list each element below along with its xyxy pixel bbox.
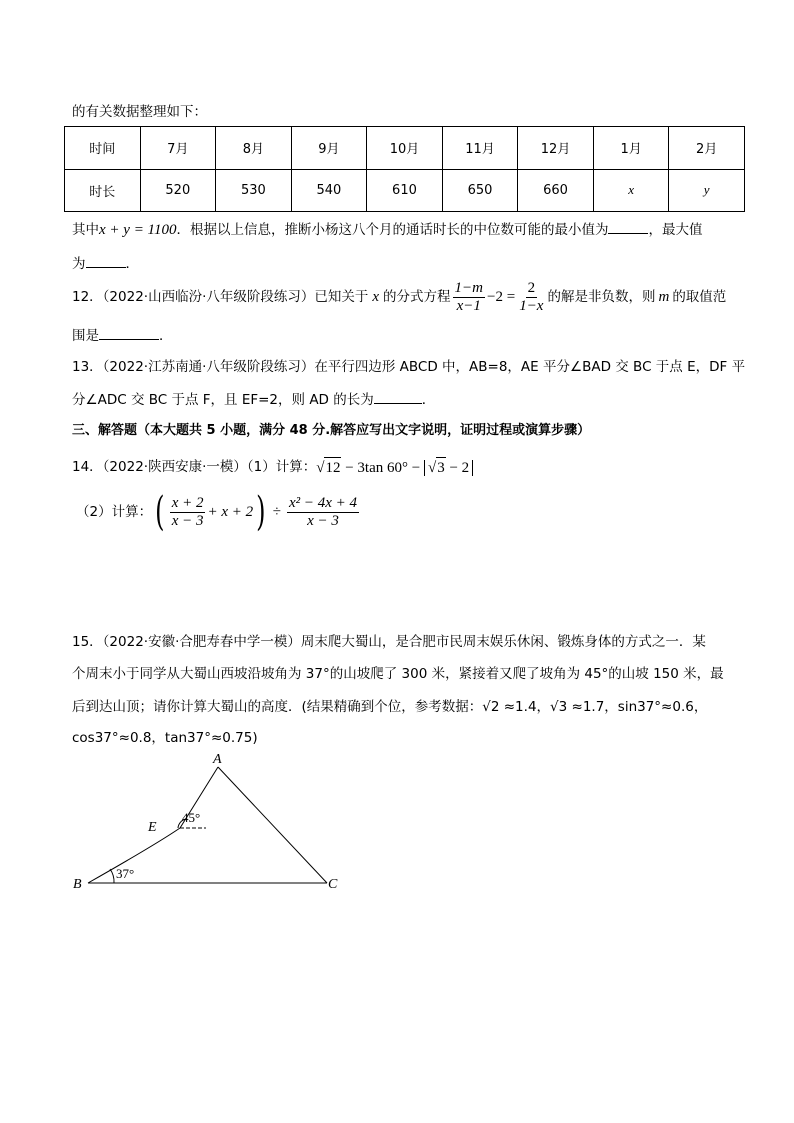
table-cell: 10月 [367,127,443,170]
table-cell: 7月 [140,127,216,170]
table-header-row [65,127,745,170]
table-row [65,169,745,212]
answer-blank[interactable] [86,253,126,268]
q12-line1 [72,278,726,316]
q14-line1 [72,455,473,479]
q13-line2-prefix: 分∠ADC 交 BC 于点 F，且 EF=2，则 AD 的长为 [72,392,374,408]
q14-plus-term: + x + 2 [207,504,254,520]
table-cell: y [669,169,745,212]
q14-label: 14．（2022·陕西安康·一模）（1）计算： [72,459,317,475]
q11-middle: ．根据以上信息，推断小杨这八个月的通话时长的中位数可能的最小值为 [176,222,609,238]
answer-blank[interactable] [608,219,648,234]
table-cell: 610 [367,169,443,212]
q12-minus2: −2 = [487,289,516,305]
q14-fraction-1 [170,495,206,530]
table-cell: 650 [442,169,518,212]
q11-prefix: 其中 [72,222,99,238]
answer-blank[interactable] [99,325,159,340]
fraction-denominator: 1−x [519,297,544,314]
q12-text2: 的分式方程 [383,289,451,305]
fraction-numerator: 1−m [454,279,484,296]
table-cell: 9月 [291,127,367,170]
label-a: A [213,752,222,767]
q12-var-x: x [372,289,380,305]
q12-var-m: m [658,289,670,305]
table-cell: 520 [140,169,216,212]
q14-part2-label: （2）计算： [76,504,153,520]
q14-line2 [76,490,361,534]
fraction-numerator: 2 [527,279,536,296]
q13-line2 [72,389,435,410]
answer-blank[interactable] [374,389,422,404]
q13-end: ． [421,392,436,408]
sqrt-radicand: 3 [436,457,446,478]
intro-text: 的有关数据整理如下： [72,104,207,120]
left-paren: ( [155,489,165,535]
q14-expr1: √12 − 3tan 60° − √3 − 2 [316,457,473,478]
table-cell: 540 [291,169,367,212]
data-table [64,126,745,212]
q12-line2 [72,325,173,346]
table-cell: 530 [216,169,292,212]
q15-line4: cos37°≈0.8，tan37°≈0.75) [72,730,258,746]
fraction-numerator: x + 2 [171,494,204,511]
q11-condition: x + y = 1100 [99,222,177,238]
angle-45-label: 45° [182,810,201,825]
divide-sign: ÷ [272,504,281,520]
q15-line3: 后到达山顶；请你计算大蜀山的高度．(结果精确到个位，参考数据：√2 ≈1.4，√3 ≈1.7，sin37°≈0.6， [72,699,708,715]
q12-label: 12．（2022·山西临汾·八年级阶段练习）已知关于 [72,289,369,305]
label-e: E [148,820,157,835]
fraction-numerator: x² − 4x + 4 [288,494,358,511]
right-paren: ) [256,489,266,535]
q13-line1: 13．（2022·江苏南通·八年级阶段练习）在平行四边形 ABCD 中，AB=8，AE 平分∠BAD 交 BC 于点 E，DF 平 [72,359,746,375]
table-cell: 660 [518,169,594,212]
table-cell: 11月 [442,127,518,170]
table-cell: x [593,169,669,212]
q12-text4: 的取值范 [672,289,727,305]
table-cell: 8月 [216,127,292,170]
q11-after-blank: ，最大值 [648,222,703,238]
angle-arc-37 [110,869,114,883]
table-cell: 时长 [65,169,141,212]
q15-line1: 15．（2022·安徽·合肥寿春中学一模）周末爬大蜀山，是合肥市民周末娱乐休闲、锻炼身体的方式之一．某 [72,634,706,650]
q12-line2-text: 围是 [72,328,99,344]
sqrt-radicand: 12 [324,457,341,478]
q12-fraction-1 [453,280,485,315]
table-cell: 1月 [593,127,669,170]
expr-part: − 2 [445,459,470,476]
expr-part: − 3tan 60° − [341,459,424,476]
angle-37-label: 37° [116,866,135,881]
label-b: B [73,877,82,892]
table-cell: 12月 [518,127,594,170]
q15-line2: 个周末小于同学从大蜀山西坡沿坡角为 37°的山坡爬了 300 米，紧接着又爬了坡角为 45°的山坡 150 米，最 [72,666,724,682]
segment-ac [218,767,327,883]
q14-fraction-2 [287,495,359,530]
section-heading: 三、解答题（本大题共 5 小题，满分 48 分.解答应写出文字说明，证明过程或演算步骤） [72,423,591,438]
fraction-denominator: x−1 [456,297,481,314]
table-cell: 2月 [669,127,745,170]
q11-end: ． [125,256,139,272]
label-c: C [328,877,338,892]
q12-end: ． [159,328,173,344]
fraction-denominator: x − 3 [307,512,339,529]
q11-line1 [72,219,702,240]
q11-line2-prefix: 为 [72,256,86,272]
q12-fraction-2 [517,280,545,315]
table-cell: 时间 [65,127,141,170]
q11-line2 [72,253,139,274]
q12-text3: 的解是非负数，则 [547,289,656,305]
fraction-denominator: x − 3 [171,512,204,529]
triangle-figure [60,750,360,900]
absolute-value: √3 − 2 [424,460,473,476]
